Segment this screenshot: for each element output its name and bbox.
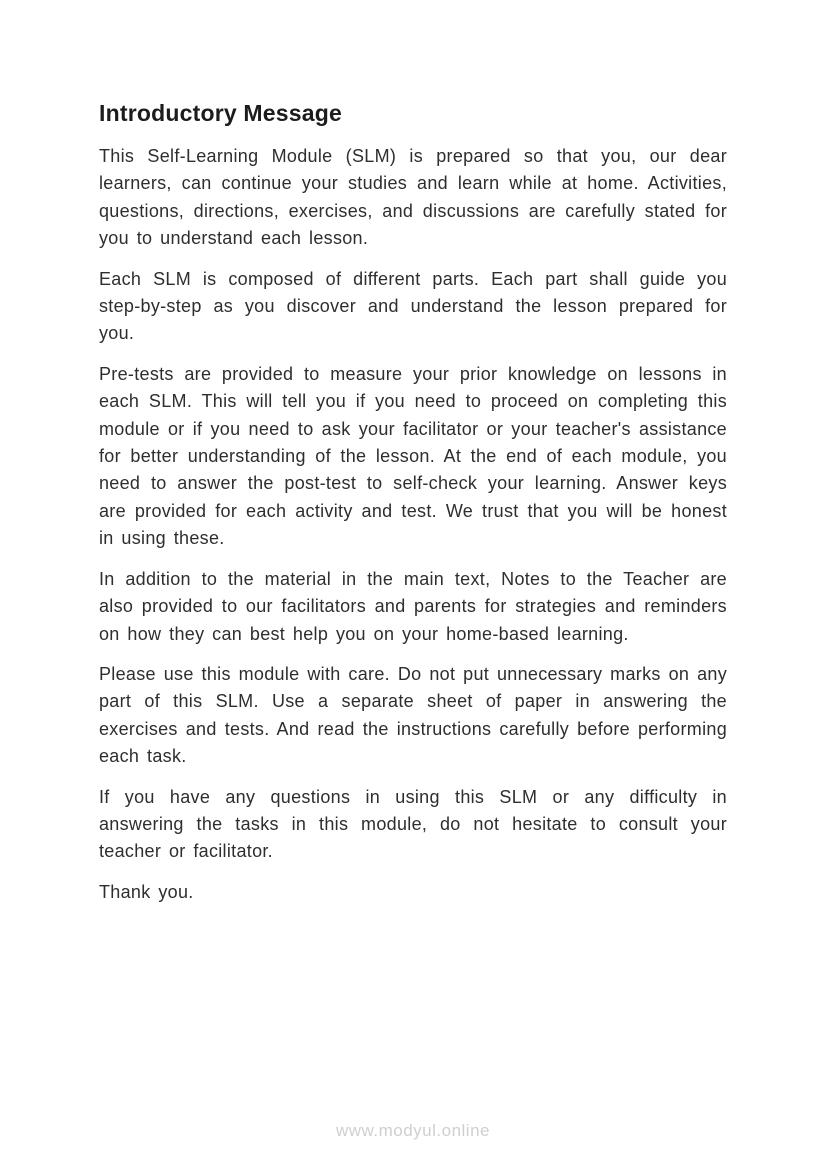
document-content bbox=[99, 100, 727, 919]
paragraph-questions: If you have any questions in using this SLM or any difficulty in answering the tasks in this module, do not hesitate to consult your teacher or facilitator. bbox=[99, 786, 727, 862]
paragraph-module-care: Please use this module with care. Do not put unnecessary marks on any part of this SLM. Use a separate sheet of paper in answering the exercises and tests. And read the instructions carefully before performing each task. bbox=[99, 663, 727, 767]
paragraph-pretests: Pre-tests are provided to measure your prior knowledge on lessons in each SLM. This will tell you if you need to proceed on completing this module or if you need to ask your facilitator or your teacher's assistance for better understanding of the lesson. At the end of each module, you need to answer the post-test to self-check your learning. Answer keys are provided for each activity and test. We trust that you will be honest in using these. bbox=[99, 363, 727, 549]
paragraph-intro: This Self-Learning Module (SLM) is prepared so that you, our dear learners, can continue your studies and learn while at home. Activities, questions, directions, exercises, and discussions are carefully stated for you to understand each lesson. bbox=[99, 146, 727, 249]
paragraph-thank-you: Thank you. bbox=[99, 881, 194, 902]
page-title: Introductory Message bbox=[99, 100, 342, 126]
paragraph-notes-to-teacher: In addition to the material in the main text, Notes to the Teacher are also provided to our facilitators and parents for strategies and reminders on how they can best help you on your home-based learning. bbox=[99, 568, 727, 644]
footer-watermark: www.modyul.online bbox=[335, 1121, 490, 1140]
paragraph-slm-parts: Each SLM is composed of different parts. Each part shall guide you step-by-step as you discover and understand the lesson prepared for you. bbox=[99, 268, 727, 344]
